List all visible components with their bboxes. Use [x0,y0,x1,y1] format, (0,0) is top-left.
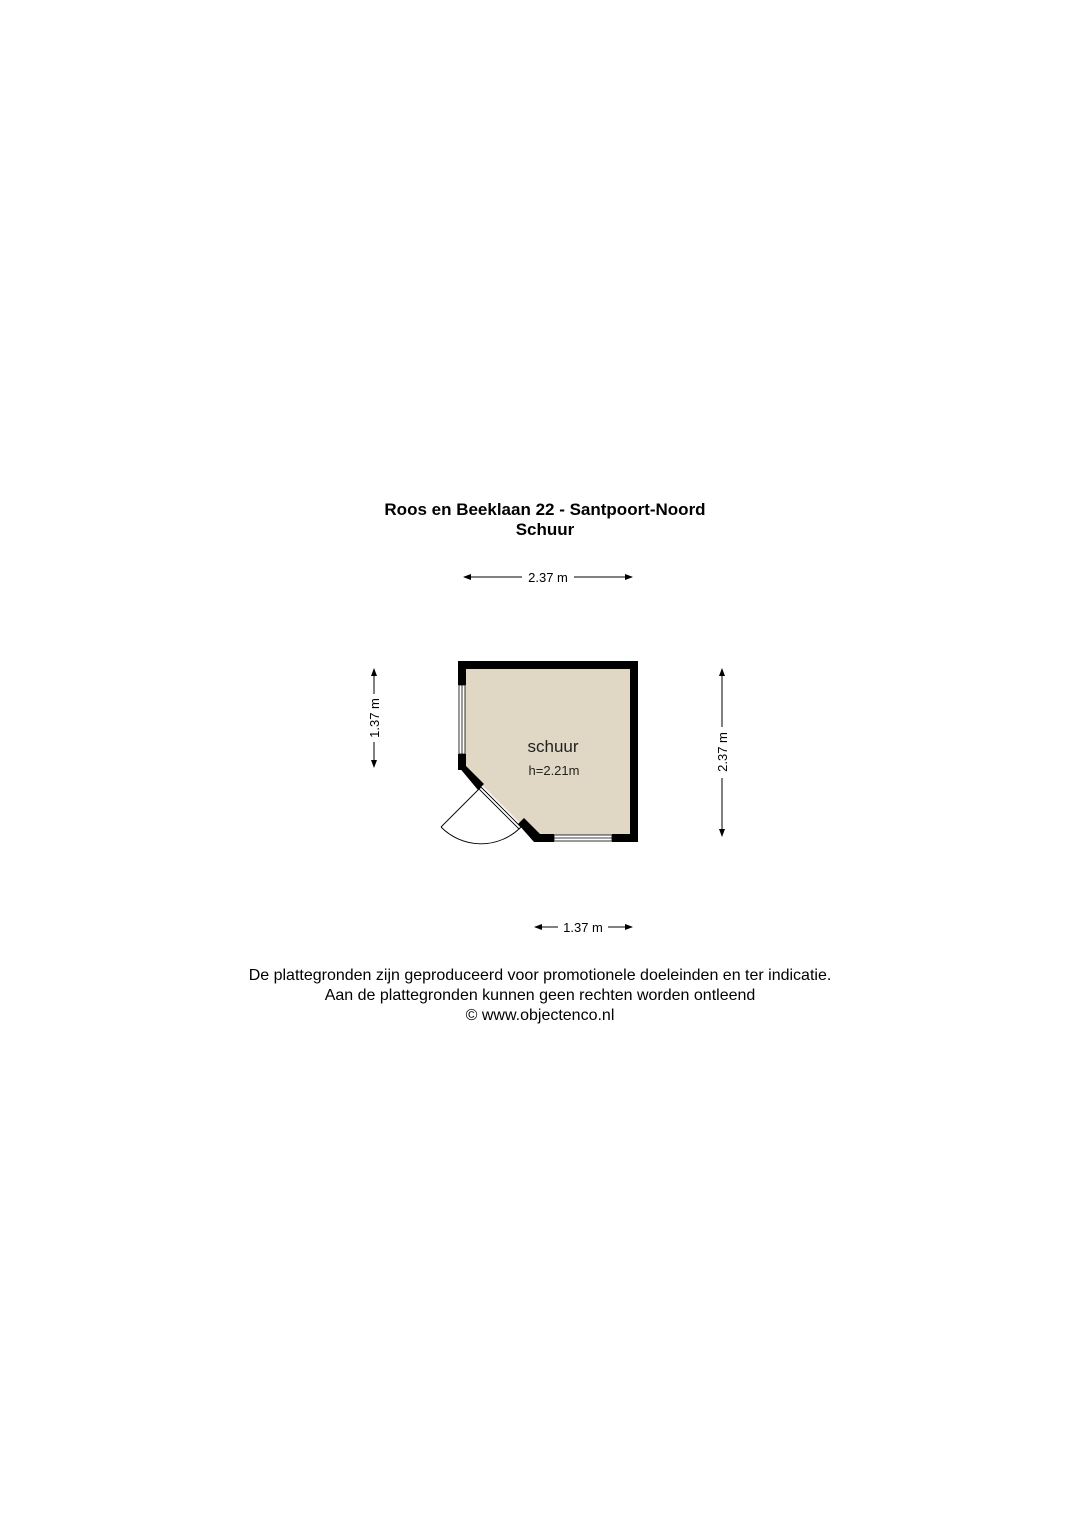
disclaimer-copyright: © www.objectenco.nl [465,1007,615,1024]
disclaimer-line-2: Aan de plattegronden kunnen geen rechten worden ontleend [324,987,756,1004]
plan-address-title: Roos en Beeklaan 22 - Santpoort-Noord [384,500,706,519]
dimension-left-label: 1.37 m [367,698,382,738]
room-height-label: h=2.21m [528,763,580,778]
plan-floor-title: Schuur [515,520,575,539]
dimension-top-label: 2.37 m [528,570,568,585]
dimension-left [367,669,382,767]
window-left [459,685,465,754]
dimension-right [715,669,730,836]
disclaimer [0,966,1080,1026]
window-bottom [554,835,612,841]
dimension-bottom-label: 1.37 m [563,920,603,935]
disclaimer-line-1: De plattegronden zijn geproduceerd voor promotionele doeleinden en ter indicatie. [248,967,832,984]
dimension-top [464,570,632,585]
dimension-bottom [535,920,632,935]
room-name-label: schuur [527,737,579,756]
dimension-right-label: 2.37 m [715,732,730,772]
